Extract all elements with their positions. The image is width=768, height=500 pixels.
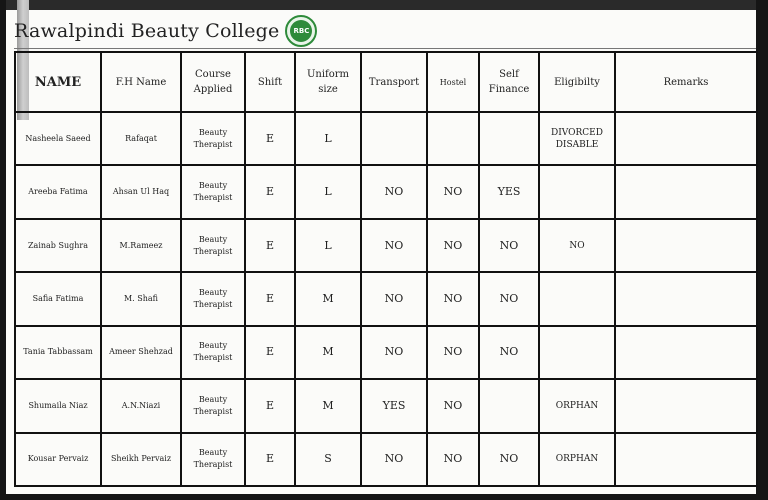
cell-uniform: M — [295, 326, 361, 379]
bottom-border — [0, 494, 768, 500]
cell-self-finance: NO — [479, 326, 539, 379]
table-row — [15, 433, 757, 486]
cell-remarks — [615, 379, 757, 432]
cell-name: Zainab Sughra — [15, 219, 101, 272]
cell-course: Beauty Therapist — [181, 219, 245, 272]
cell-course: Beauty Therapist — [181, 112, 245, 165]
table-row — [15, 219, 757, 272]
cell-course: Beauty Therapist — [181, 272, 245, 325]
cell-fh-name: M. Shafi — [101, 272, 181, 325]
cell-uniform: M — [295, 379, 361, 432]
cell-course: Beauty Therapist — [181, 379, 245, 432]
cell-self-finance: NO — [479, 433, 539, 486]
table-row — [15, 112, 757, 165]
cell-fh-name: Sheikh Pervaiz — [101, 433, 181, 486]
cell-fh-name: Rafaqat — [101, 112, 181, 165]
cell-shift: E — [245, 112, 295, 165]
header-rule — [14, 48, 756, 49]
col-self-finance: Self Finance — [479, 52, 539, 112]
cell-self-finance: NO — [479, 272, 539, 325]
cell-remarks — [615, 219, 757, 272]
col-course: Course Applied — [181, 52, 245, 112]
cell-transport: NO — [361, 326, 427, 379]
cell-self-finance: NO — [479, 219, 539, 272]
cell-remarks — [615, 165, 757, 218]
cell-shift: E — [245, 433, 295, 486]
header-row — [15, 52, 757, 112]
table-row — [15, 379, 757, 432]
cell-name: Shumaila Niaz — [15, 379, 101, 432]
cell-uniform: L — [295, 165, 361, 218]
cell-uniform: L — [295, 112, 361, 165]
college-logo-icon — [285, 15, 317, 47]
cell-course: Beauty Therapist — [181, 326, 245, 379]
cell-course: Beauty Therapist — [181, 165, 245, 218]
cell-uniform: L — [295, 219, 361, 272]
col-name: NAME — [15, 52, 101, 112]
cell-uniform: M — [295, 272, 361, 325]
col-shift: Shift — [245, 52, 295, 112]
cell-self-finance: YES — [479, 165, 539, 218]
cell-remarks — [615, 433, 757, 486]
table-row — [15, 272, 757, 325]
table-body — [15, 112, 757, 486]
top-border — [0, 0, 768, 10]
cell-transport: NO — [361, 272, 427, 325]
logo-text: RBC — [290, 20, 312, 42]
cell-shift: E — [245, 272, 295, 325]
cell-hostel: NO — [427, 433, 479, 486]
cell-hostel — [427, 112, 479, 165]
college-title: Rawalpindi Beauty College — [14, 20, 280, 42]
cell-course: Beauty Therapist — [181, 433, 245, 486]
cell-shift: E — [245, 379, 295, 432]
cell-name: Kousar Pervaiz — [15, 433, 101, 486]
cell-name: Nasheela Saeed — [15, 112, 101, 165]
cell-fh-name: M.Rameez — [101, 219, 181, 272]
col-eligibility: Eligibilty — [539, 52, 615, 112]
cell-hostel: NO — [427, 219, 479, 272]
cell-self-finance — [479, 379, 539, 432]
cell-eligibility — [539, 326, 615, 379]
cell-fh-name: Ameer Shehzad — [101, 326, 181, 379]
cell-hostel: NO — [427, 272, 479, 325]
cell-hostel: NO — [427, 379, 479, 432]
cell-remarks — [615, 112, 757, 165]
cell-fh-name: A.N.Niazi — [101, 379, 181, 432]
col-uniform: Uniform size — [295, 52, 361, 112]
cell-remarks — [615, 272, 757, 325]
cell-transport: NO — [361, 165, 427, 218]
cell-transport: NO — [361, 219, 427, 272]
cell-hostel: NO — [427, 165, 479, 218]
cell-shift: E — [245, 326, 295, 379]
col-remarks: Remarks — [615, 52, 757, 112]
document-header — [14, 14, 317, 48]
cell-eligibility: ORPHAN — [539, 379, 615, 432]
cell-name: Areeba Fatima — [15, 165, 101, 218]
cell-shift: E — [245, 165, 295, 218]
cell-uniform: S — [295, 433, 361, 486]
cell-name: Tania Tabbassam — [15, 326, 101, 379]
cell-fh-name: Ahsan Ul Haq — [101, 165, 181, 218]
cell-transport: YES — [361, 379, 427, 432]
cell-remarks — [615, 326, 757, 379]
cell-name: Safia Fatima — [15, 272, 101, 325]
col-fh-name: F.H Name — [101, 52, 181, 112]
table-row — [15, 165, 757, 218]
col-hostel: Hostel — [427, 52, 479, 112]
col-transport: Transport — [361, 52, 427, 112]
cell-hostel: NO — [427, 326, 479, 379]
cell-eligibility — [539, 165, 615, 218]
cell-eligibility: DIVORCED DISABLE — [539, 112, 615, 165]
cell-transport — [361, 112, 427, 165]
cell-eligibility: ORPHAN — [539, 433, 615, 486]
cell-self-finance — [479, 112, 539, 165]
student-table — [14, 51, 758, 487]
cell-eligibility: NO — [539, 219, 615, 272]
table-row — [15, 326, 757, 379]
cell-shift: E — [245, 219, 295, 272]
cell-eligibility — [539, 272, 615, 325]
cell-transport: NO — [361, 433, 427, 486]
